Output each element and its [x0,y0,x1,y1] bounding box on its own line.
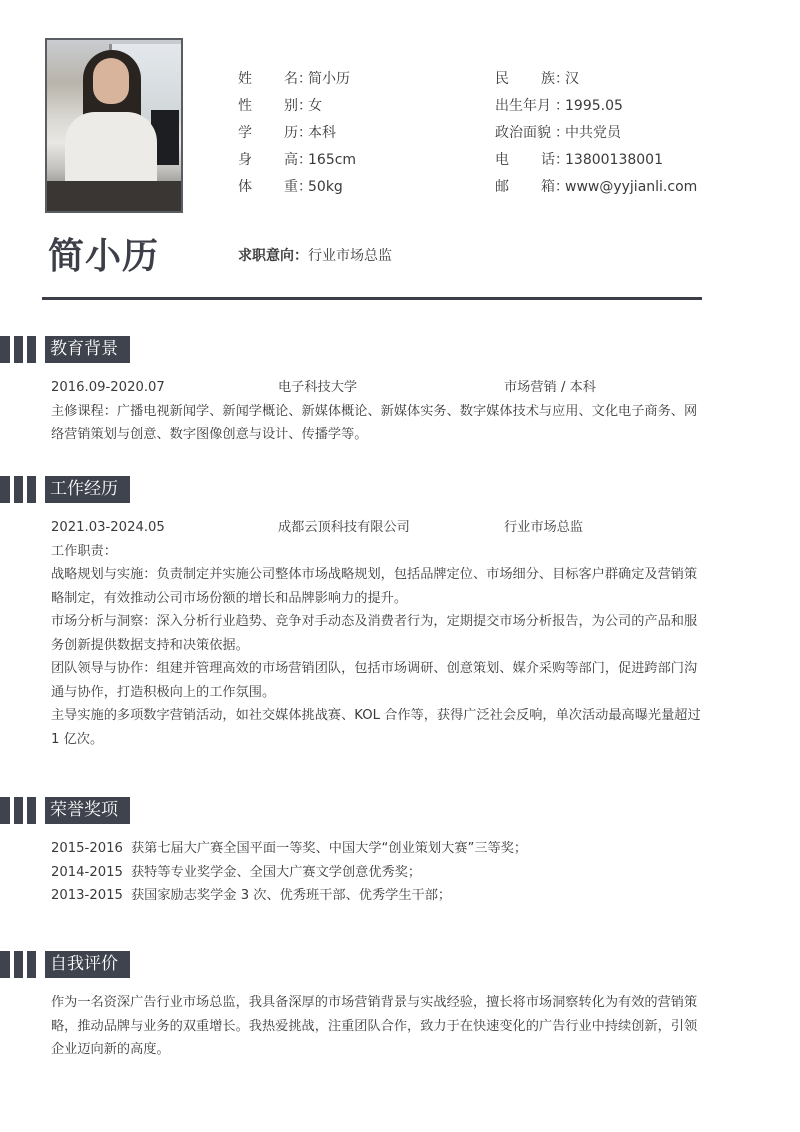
education-major: 市场营销 / 本科 [504,380,596,395]
work-duty-item: 团队领导与协作：组建并管理高效的市场营销团队，包括市场调研、创意策划、媒介采购等部门，促进跨部门沟通与协作，打造积极向上的工作氛围。 [51,661,698,700]
info-row-birth: 出生年月 ： 1995.05 [495,93,697,120]
info-value-email[interactable]: www@yyjianli.com [565,179,698,195]
section-bar-icon [0,476,10,503]
award-year: 2015-2016 [51,841,123,856]
info-row-weight: 体 重 ： 50kg [238,174,356,201]
work-period: 2021.03-2024.05 [51,520,165,535]
profile-photo [45,38,183,213]
section-header-work [0,476,130,503]
info-value-education: 本科 [308,125,336,141]
section-bar-icon [14,797,23,824]
info-value-phone[interactable]: 13800138001 [565,152,663,168]
section-bar-icon [27,951,36,978]
award-text: 获第七届大广赛全国平面一等奖、中国大学“创业策划大赛”三等奖； [131,841,528,856]
education-row [51,376,701,400]
basic-info-left [238,66,356,201]
self-evaluation-text: 作为一名资深广告行业市场总监，我具备深厚的市场营销背景与实战经验，擅长将市场洞察转化为有效的营销策略，推动品牌与业务的双重增长。我热爱挑战，注重团队合作，致力于在快速变化的广告行业中持续创新，引领企业迈向新的高度。 [51,995,698,1057]
work-position: 行业市场总监 [504,520,584,535]
header-divider [42,297,702,300]
award-text: 获国家励志奖学金 3 次、优秀班干部、优秀学生干部； [131,888,452,903]
info-row-height: 身 高 ： 165cm [238,147,356,174]
section-header-awards [0,797,130,824]
info-value-political: 中共党员 [565,125,621,141]
section-bar-icon [27,797,36,824]
award-text: 获特等专业奖学金、全国大广赛文学创意优秀奖； [131,864,422,880]
info-value-gender: 女 [308,98,322,114]
education-school: 电子科技大学 [278,380,358,395]
candidate-name: 简小历 [48,236,160,277]
section-title-awards: 荣誉奖项 [45,797,130,824]
section-header-education [0,336,130,363]
section-bar-icon [14,951,23,978]
work-duty-item: 主导实施的多项数字营销活动，如社交媒体挑战赛、KOL 合作等，获得广泛社会反响，单次活动最高曝光量超过 1 亿次。 [51,708,701,747]
info-value-birth: 1995.05 [565,98,623,114]
section-awards [51,837,701,908]
info-row-email: 邮 箱 ： www@yyjianli.com [495,174,697,201]
work-duties-label: 工作职责： [51,543,117,559]
section-self [51,991,701,1062]
info-row-name: 姓 名 ： 简小历 [238,66,356,93]
education-period: 2016.09-2020.07 [51,380,165,395]
section-bar-icon [14,336,23,363]
info-row-phone: 电 话 ： 13800138001 [495,147,697,174]
job-intent [238,245,392,265]
work-duty-item: 战略规划与实施：负责制定并实施公司整体市场战略规划，包括品牌定位、市场细分、目标客户群确定及营销策略制定，有效推动公司市场份额的增长和品牌影响力的提升。 [51,567,698,606]
work-company: 成都云顶科技有限公司 [278,520,410,535]
award-year: 2014-2015 [51,864,123,880]
section-header-self [0,951,130,978]
photo-desk [47,181,181,211]
section-work [51,516,701,751]
info-row-ethnicity: 民 族 ： 汉 [495,66,697,93]
section-bar-icon [14,476,23,503]
section-title-self: 自我评价 [45,951,130,978]
info-row-gender: 性 别 ： 女 [238,93,356,120]
award-item [51,884,701,908]
section-bar-icon [27,476,36,503]
job-intent-label: 求职意向： [238,248,308,264]
award-year: 2013-2015 [51,888,123,903]
education-courses: 主修课程：广播电视新闻学、新闻学概论、新媒体概论、新媒体实务、数字媒体技术与应用、文化电子商务、网络营销策划与创意、数字图像创意与设计、传播学等。 [51,403,698,442]
award-item [51,861,701,885]
section-title-education: 教育背景 [45,336,130,363]
work-duty-item: 市场分析与洞察：深入分析行业趋势、竞争对手动态及消费者行为，定期提交市场分析报告，为公司的产品和服务创新提供数据支持和决策依据。 [51,614,698,653]
photo-face [93,58,129,104]
job-intent-value: 行业市场总监 [308,248,392,264]
section-bar-icon [27,336,36,363]
info-value-weight: 50kg [308,179,343,195]
section-bar-icon [0,797,10,824]
section-bar-icon [0,336,10,363]
section-bar-icon [0,951,10,978]
basic-info-right [495,66,697,201]
info-value-height: 165cm [308,152,357,168]
section-title-work: 工作经历 [45,476,130,503]
info-value-name: 简小历 [308,71,350,87]
award-item [51,837,701,861]
work-row [51,516,701,540]
info-row-political: 政治面貌 ： 中共党员 [495,120,697,147]
info-row-education: 学 历 ： 本科 [238,120,356,147]
section-education [51,376,701,447]
info-value-ethnicity: 汉 [565,71,579,87]
